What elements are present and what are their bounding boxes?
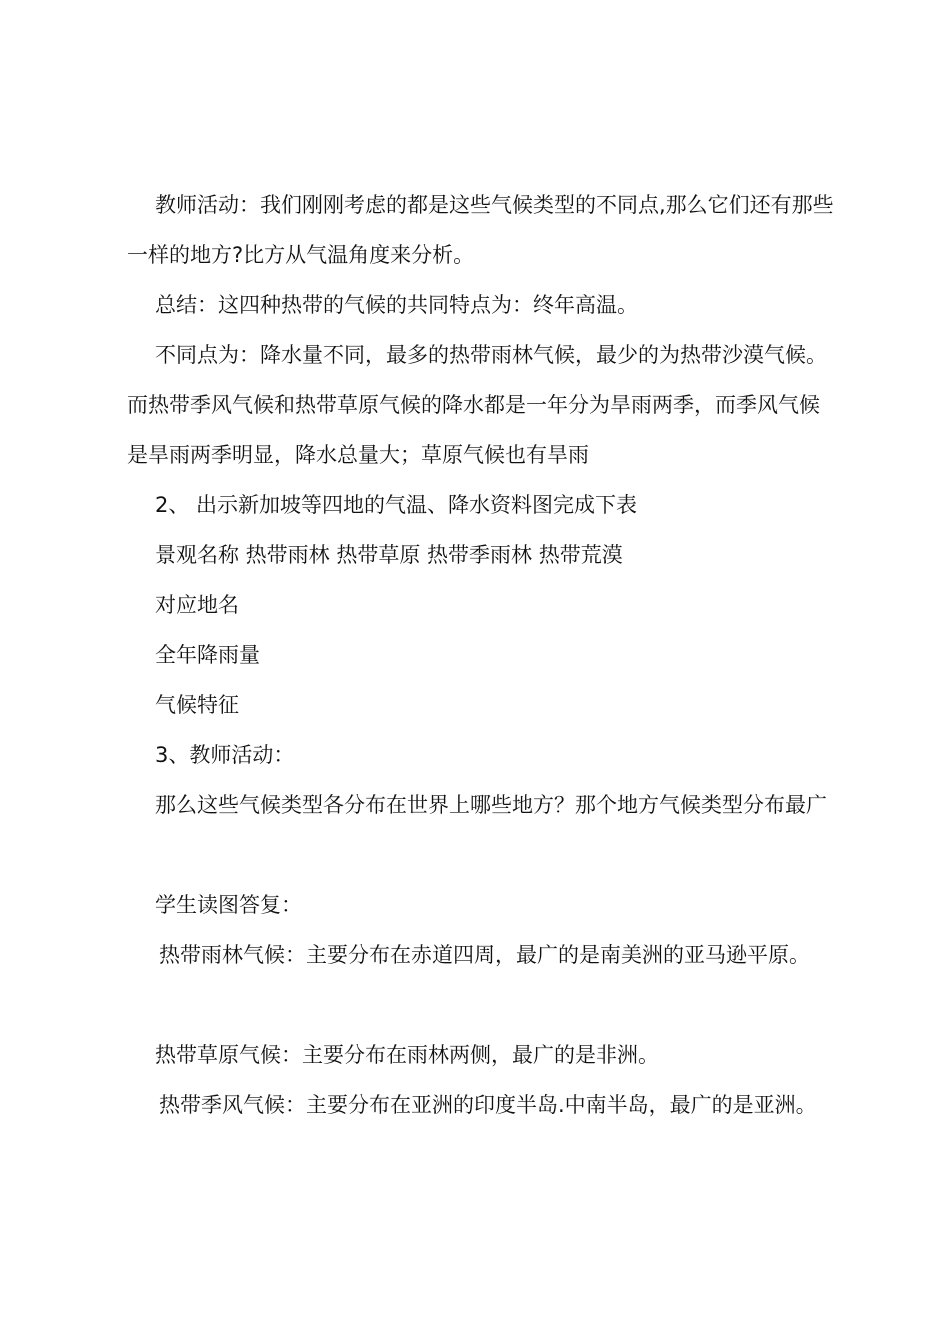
paragraph-place-names: 对应地名: [155, 593, 239, 617]
paragraph-annual-rainfall: 全年降雨量: [155, 643, 260, 667]
paragraph-distribution-question: 那么这些气候类型各分布在世界上哪些地方？那个地方气候类型分布最广: [155, 793, 827, 817]
paragraph-step-3: 3、教师活动：: [155, 743, 295, 767]
paragraph-summary: 总结：这四种热带的气候的共同特点为：终年高温。: [155, 293, 638, 317]
paragraph-climate-features: 气候特征: [155, 693, 239, 717]
paragraph-savanna-climate: 热带草原气候：主要分布在雨林两侧，最广的是非洲。: [155, 1043, 659, 1067]
paragraph-monsoon-climate: 热带季风气候：主要分布在亚洲的印度半岛.中南半岛，最广的是亚洲。: [159, 1093, 817, 1117]
paragraph-rainforest-climate: 热带雨林气候：主要分布在赤道四周，最广的是南美洲的亚马逊平原。: [159, 943, 810, 967]
paragraph-student-answer: 学生读图答复：: [155, 893, 302, 917]
paragraph-teacher-activity: 教师活动：我们刚刚考虑的都是这些气候类型的不同点,那么它们还有那些一样的地方?比方从气温角度来分析。: [127, 193, 834, 267]
paragraph-differences: 不同点为：降水量不同，最多的热带雨林气候，最少的为热带沙漠气候。而热带季风气候和热带草原气候的降水都是一年分为旱雨两季，而季风气候是旱雨两季明显，降水总量大；草原气候也有旱雨: [127, 343, 827, 467]
paragraph-landscape-names: 景观名称 热带雨林 热带草原 热带季雨林 热带荒漠: [155, 543, 623, 567]
paragraph-step-2: 2、 出示新加坡等四地的气温、降水资料图完成下表: [155, 493, 638, 517]
